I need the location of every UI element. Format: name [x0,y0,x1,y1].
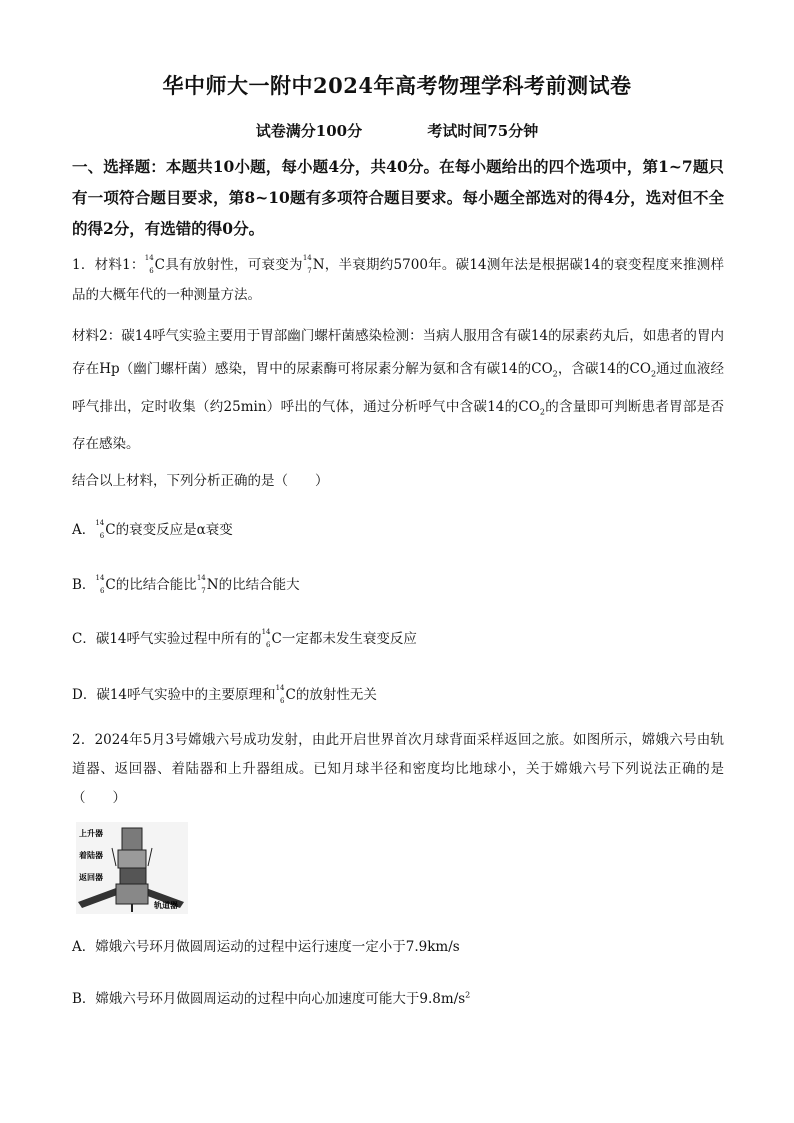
q1-m1-prefix: 1．材料1： [72,257,145,273]
returner-body [120,868,146,884]
q2-stem: 2．2024年5月3号嫦娥六号成功发射，由此开启世界首次月球背面采样返回之旅。如图所示，嫦娥六号由轨道器、返回器、着陆器和上升器组成。已知月球半径和密度均比地球小，关于嫦娥六号下列说法正确的是（ ） [72,732,724,806]
label-orbiter: 轨道器 [154,901,178,910]
full-score: 试卷满分100分 [255,122,363,140]
q1-material1: 1．材料1： 14 6 C具有放射性，可衰变为 14 7 N，半衰期约5700年。碳14测年法是根据碳14的衰变程度来推测样品的大概年代的一种测量方法。 [72,254,724,303]
q1-option-b: B． 14 6 C的比结合能比 14 7 N的比结合能大 [72,574,300,595]
label-returner: 返回器 [79,873,103,882]
isotope-c14: 14 6 [144,254,154,275]
q2-option-a: A．嫦娥六号环月做圆周运动的过程中运行速度一定小于7.9km/s [72,939,460,955]
q1-material2: 材料2：碳14呼气实验主要用于胃部幽门螺杆菌感染检测：当病人服用含有碳14的尿素药丸后，如患者的胃内存在Hp（幽门螺杆菌）感染，胃中的尿素酶可将尿素分解为氨和含有碳14的$CO_2$，含碳14的$CO_2$通过血液经呼气排出，定时收集（约25min）呼出的气体，通过分析呼气中含碳14的$CO_2$的含量即可判断患者胃部是否存在感染。 [72,328,725,453]
section-heading: 一、选择题：本题共10小题，每小题4分，共40分。在每小题给出的四个选项中，第1~7题只有一项符合题目要求，第8~10题有多项符合题目要求。每小题全部选对的得4分，选对但不全的得2分，有选错的得0分。 [72,157,724,238]
exam-time: 考试时间75分钟 [427,122,539,140]
q1-option-c: C．碳14呼气实验过程中所有的 14 6 C一定都未发生衰变反应 [72,628,417,649]
isotope-n14: 14 7 [302,254,312,275]
q1-stem: 结合以上材料，下列分析正确的是（ ） [72,473,329,489]
label-lander: 着陆器 [79,851,103,860]
ascender-body [122,828,142,850]
orbiter-body [116,884,148,904]
q1-option-d: D．碳14呼气实验中的主要原理和 14 6 C的放射性无关 [72,684,377,705]
q2-option-b: B．嫦娥六号环月做圆周运动的过程中向心加速度可能大于$9.8m/s^2$ [72,990,471,1007]
exam-meta [0,120,794,141]
q1-option-a: A． 14 6 C的衰变反应是α衰变 [72,519,233,540]
page-title: 华中师大一附中2024年高考物理学科考前测试卷 [162,73,632,98]
lander-body [118,850,146,868]
change6-figure [76,822,188,914]
label-ascender: 上升器 [79,829,103,838]
